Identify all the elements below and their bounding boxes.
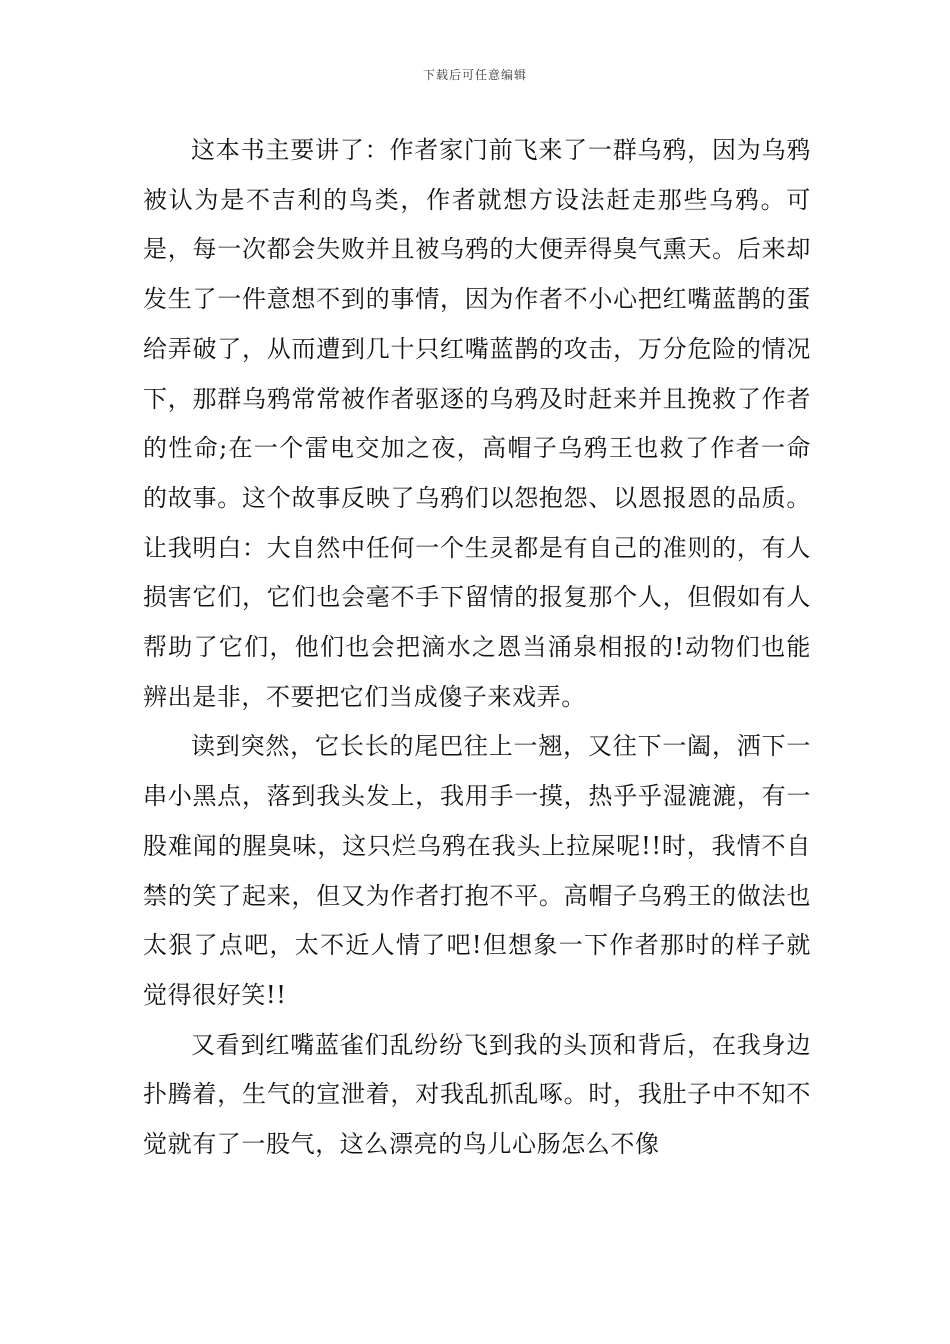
- paragraph-summary: 这本书主要讲了：作者家门前飞来了一群乌鸦，因为乌鸦被认为是不吉利的鸟类，作者就想方设法赶走那些乌鸦。可是，每一次都会失败并且被乌鸦的大便弄得臭气熏天。后来却发生了一件意想不到的事情，因为作者不小心把红嘴蓝鹊的蛋给弄破了，从而遭到几十只红嘴蓝鹊的攻击，万分危险的情况下，那群乌鸦常常被作者驱逐的乌鸦及时赶来并且挽救了作者的性命;在一个雷电交加之夜，高帽子乌鸦王也救了作者一命的故事。这个故事反映了乌鸦们以怨抱怨、以恩报恩的品质。让我明白：大自然中任何一个生灵都是有自己的准则的，有人损害它们，它们也会毫不手下留情的报复那个人，但假如有人帮助了它们，他们也会把滴水之恩当涌泉相报的!动物们也能辨出是非，不要把它们当成傻子来戏弄。: [143, 136, 811, 711]
- document-body: [143, 126, 811, 1170]
- page-header: 下载后可任意编辑: [422, 68, 527, 82]
- paragraph-crow-scene: 读到突然，它长长的尾巴往上一翘，又往下一阖，洒下一串小黑点，落到我头发上，我用手一摸，热乎乎湿漉漉，有一股难闻的腥臭味，这只烂乌鸦在我头上拉屎呢!!时，我情不自禁的笑了起来，但又为作者打抱不平。高帽子乌鸦王的做法也太狠了点吧，太不近人情了吧!但想象一下作者那时的样子就觉得很好笑!!: [143, 732, 811, 1009]
- paragraph-blue-magpie-scene: 又看到红嘴蓝雀们乱纷纷飞到我的头顶和背后，在我身边扑腾着，生气的宣泄着，对我乱抓乱啄。时，我肚子中不知不觉就有了一股气，这么漂亮的鸟儿心肠怎么不像: [143, 1030, 811, 1159]
